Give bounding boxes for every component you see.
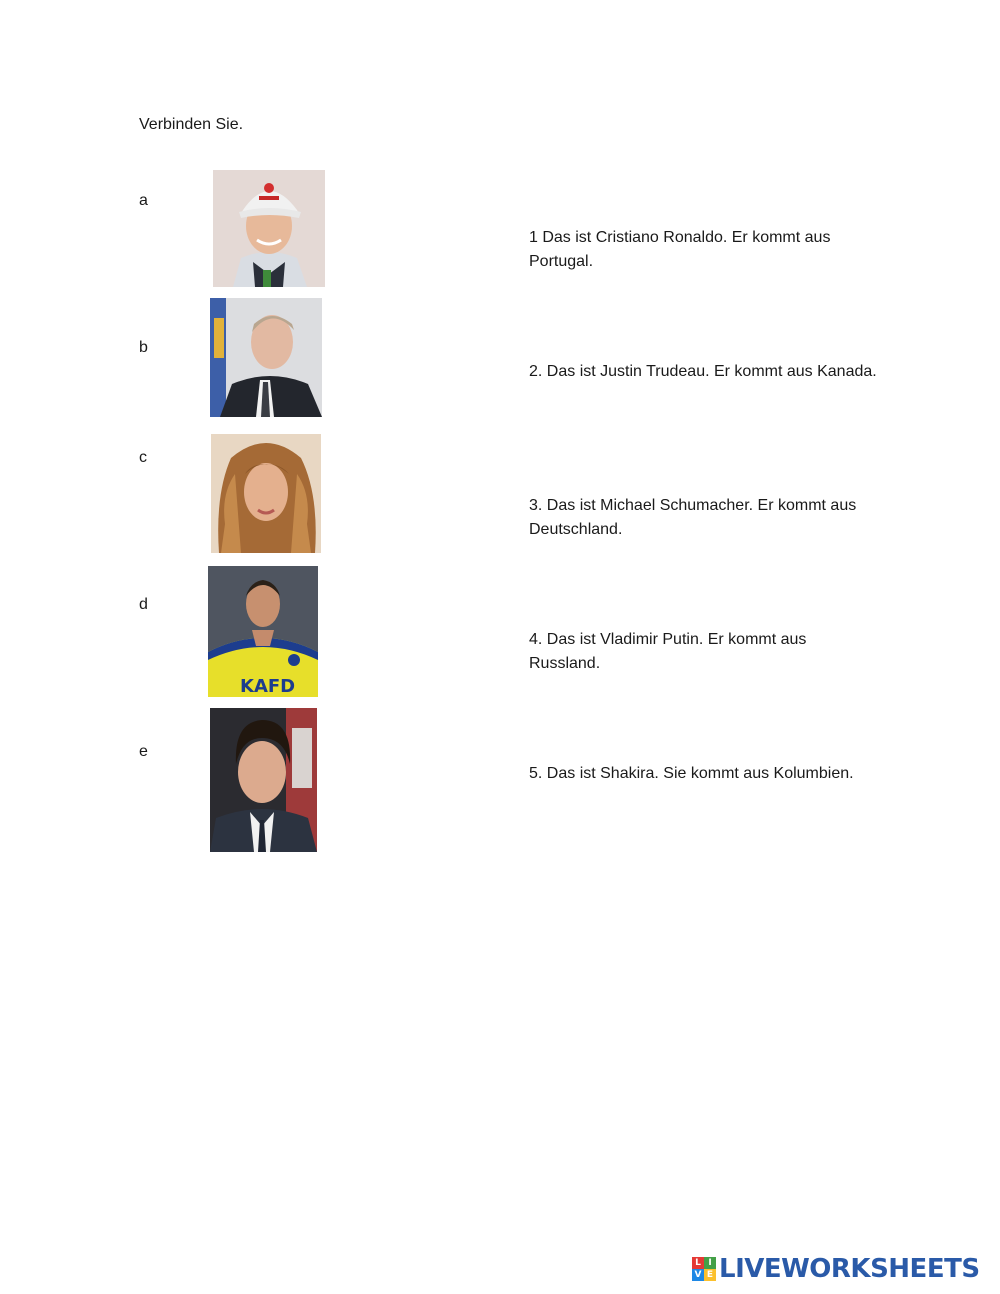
man-yellow-jersey-photo [208,566,318,697]
letter-d: d [139,596,148,613]
logo-mark-icon: L I V E [692,1257,716,1281]
logo-text: LIVEWORKSHEETS [719,1254,980,1284]
liveworksheets-logo [692,1254,980,1284]
sentence-4: 4. Das ist Vladimir Putin. Er kommt aus Russland. [529,631,807,672]
man-red-cap-photo [213,170,325,287]
letter-a: a [139,192,148,209]
man-suit-flag-photo [210,298,322,417]
instruction: Verbinden Sie. [139,116,244,133]
letter-c: c [139,449,147,466]
sentence-1: 1 Das ist Cristiano Ronaldo. Er kommt aus Portugal. [529,229,831,270]
sentence-2: 2. Das ist Justin Trudeau. Er kommt aus Kanada. [529,363,877,380]
woman-wavy-hair-photo [211,434,321,553]
sentence-5: 5. Das ist Shakira. Sie kommt aus Kolumbien. [529,765,854,782]
svg-text:KAFD: KAFD [240,676,296,697]
letter-b: b [139,339,148,356]
sentence-3: 3. Das ist Michael Schumacher. Er kommt aus Deutschland. [529,497,857,538]
letter-e: e [139,743,148,760]
man-dark-suit-photo [210,708,317,852]
